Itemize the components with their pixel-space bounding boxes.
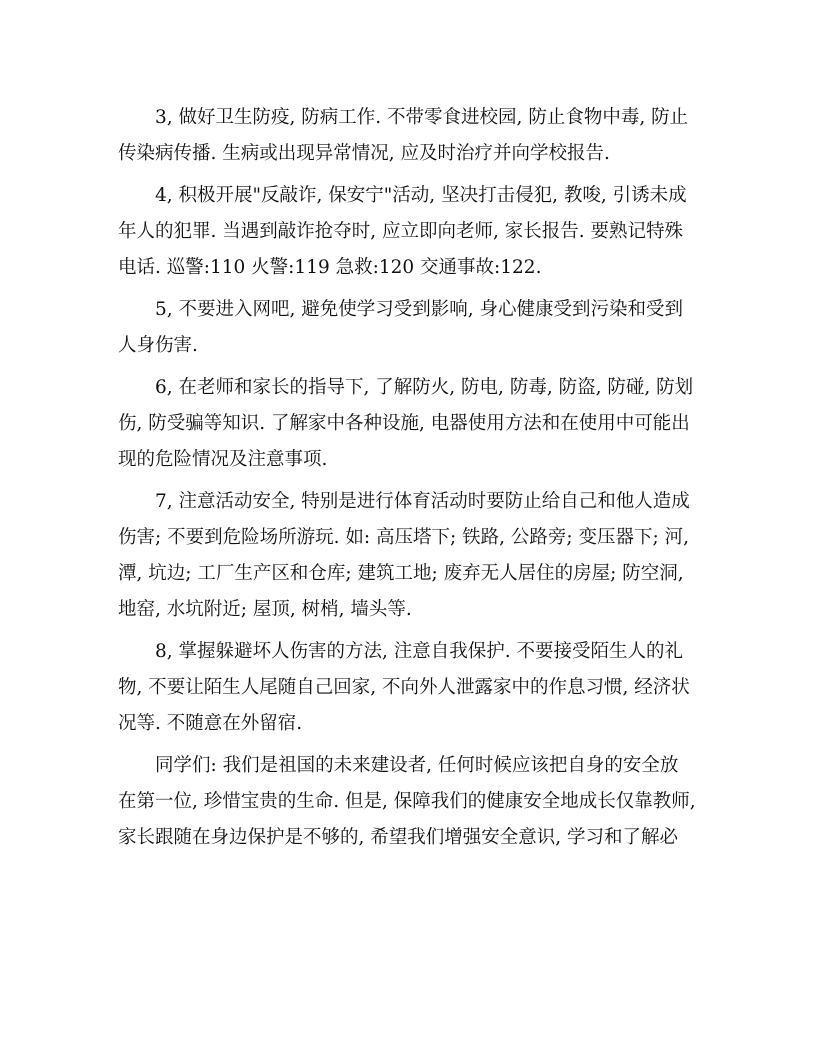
- paragraph-line: 家长跟随在身边保护是不够的, 希望我们增强安全意识, 学习和了解必: [118, 827, 679, 848]
- paragraph-line: 同学们: 我们是祖国的未来建设者, 任何时候应该把自身的安全放: [155, 755, 679, 776]
- paragraph-line: 传染病传播. 生病或出现异常情况, 应及时治疗并向学校报告.: [118, 143, 610, 164]
- paragraph-line: 物, 不要让陌生人尾随自己回家, 不向外人泄露家中的作息习惯, 经济状: [118, 677, 690, 698]
- paragraph-4-anti-extortion: [118, 178, 698, 286]
- paragraph-line: 6, 在老师和家长的指导下, 了解防火, 防电, 防毒, 防盗, 防碰, 防划: [155, 377, 694, 398]
- paragraph-closing-address: [118, 748, 698, 856]
- paragraph-3-hygiene: [118, 100, 698, 172]
- paragraph-7-activity-safety: [118, 484, 698, 628]
- paragraph-line: 伤害; 不要到危险场所游玩. 如: 高压塔下; 铁路, 公路旁; 变压器下; 河,: [118, 527, 689, 548]
- paragraph-line: 现的危险情况及注意事项.: [118, 449, 328, 470]
- paragraph-line: 8, 掌握躲避坏人伤害的方法, 注意自我保护. 不要接受陌生人的礼: [155, 641, 684, 662]
- paragraph-5-internet-cafe: [118, 292, 698, 364]
- paragraph-line: 人身伤害.: [118, 335, 198, 356]
- paragraph-line: 电话. 巡警:110 火警:119 急救:120 交通事故:122.: [118, 257, 542, 278]
- paragraph-line: 伤, 防受骗等知识. 了解家中各种设施, 电器使用方法和在使用中可能出: [118, 413, 690, 434]
- document-body: [118, 100, 698, 862]
- paragraph-line: 7, 注意活动安全, 特别是进行体育活动时要防止给自己和他人造成: [155, 491, 690, 512]
- paragraph-8-self-protection: [118, 634, 698, 742]
- paragraph-6-safety-knowledge: [118, 370, 698, 478]
- paragraph-line: 地窑, 水坑附近; 屋顶, 树梢, 墙头等.: [118, 599, 412, 620]
- paragraph-line: 年人的犯罪. 当遇到敲诈抢夺时, 应立即向老师, 家长报告. 要熟记特殊: [118, 221, 684, 242]
- paragraph-line: 4, 积极开展"反敲诈, 保安宁"活动, 坚决打击侵犯, 教唆, 引诱未成: [155, 185, 687, 206]
- paragraph-line: 3, 做好卫生防疫, 防病工作. 不带零食进校园, 防止食物中毒, 防止: [155, 107, 689, 128]
- paragraph-line: 况等. 不随意在外留宿.: [118, 713, 303, 734]
- paragraph-line: 在第一位, 珍惜宝贵的生命. 但是, 保障我们的健康安全地成长仅靠教师,: [118, 791, 696, 812]
- paragraph-line: 潭, 坑边; 工厂生产区和仓库; 建筑工地; 废弃无人居住的房屋; 防空洞,: [118, 563, 684, 584]
- paragraph-line: 5, 不要进入网吧, 避免使学习受到影响, 身心健康受到污染和受到: [155, 299, 684, 320]
